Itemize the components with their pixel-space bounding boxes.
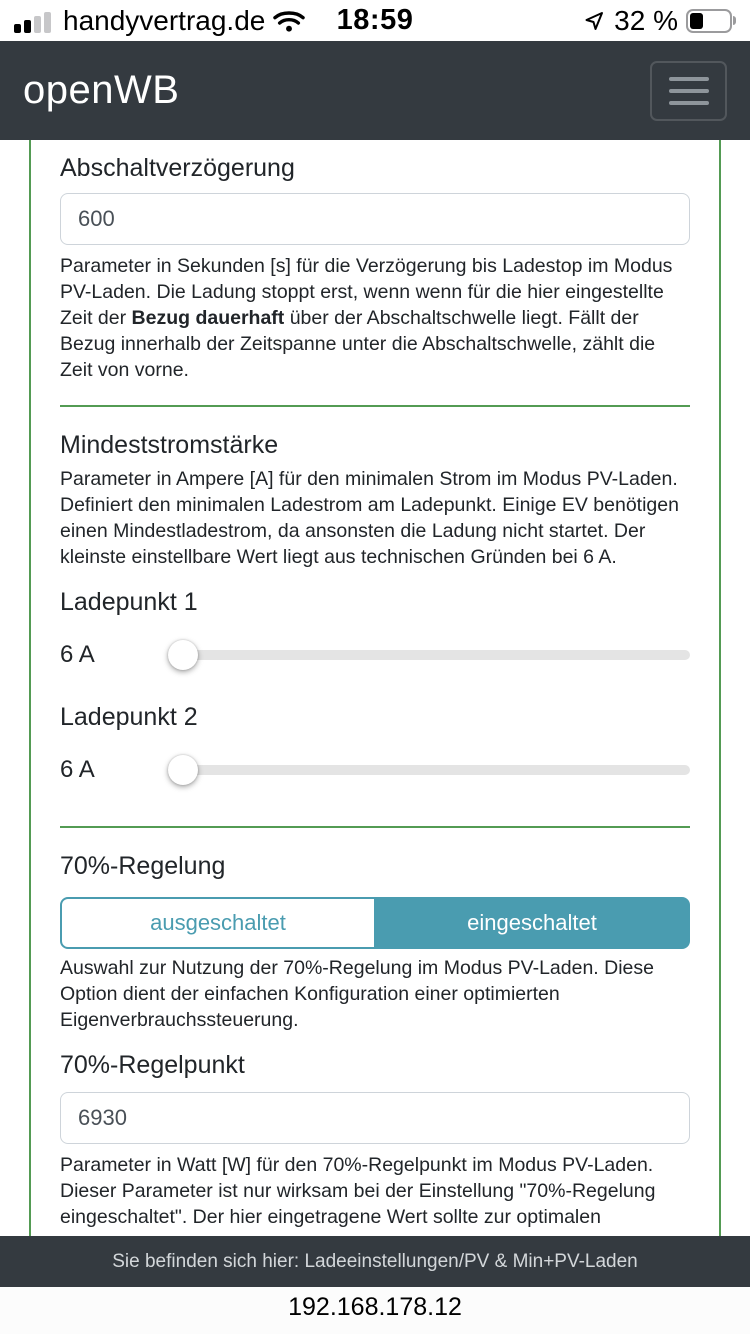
battery-percent-label: 32 % xyxy=(614,4,678,36)
section-title-70-regelpunkt: 70%-Regelpunkt xyxy=(60,1051,245,1079)
breadcrumb-bar xyxy=(0,1236,750,1287)
hamburger-icon xyxy=(669,77,709,81)
section-divider xyxy=(60,405,690,407)
clock-label: 18:59 xyxy=(336,4,414,36)
browser-url-bar[interactable] xyxy=(0,1287,750,1334)
app-header xyxy=(0,41,750,140)
section-title-abschaltverzoegerung: Abschaltverzögerung xyxy=(60,154,295,182)
status-bar xyxy=(0,0,750,41)
toggle-ausgeschaltet-button[interactable]: ausgeschaltet xyxy=(60,897,376,949)
slider-track[interactable] xyxy=(168,650,690,660)
abschaltverzoegerung-input[interactable] xyxy=(60,193,690,245)
ladepunkt1-value: 6 A xyxy=(60,641,95,668)
description-text: Parameter in Sekunden [s] für die Verzögerung bis Ladestop im Modus PV-Laden. Die Ladung stoppt erst, wenn wenn für die hier eingestellte Zeit der xyxy=(60,255,673,329)
location-arrow-icon xyxy=(582,9,606,33)
cellular-signal-icon xyxy=(14,9,51,33)
regelung70-description: Auswahl zur Nutzung der 70%-Regelung im Modus PV-Laden. Diese Option dient der einfachen Konfiguration einer optimierten Eigenverbrauchssteuerung. xyxy=(60,957,654,1031)
settings-content xyxy=(29,140,721,1236)
slider-thumb[interactable] xyxy=(168,755,198,785)
carrier-label: handyvertrag.de xyxy=(63,4,266,36)
ladepunkt1-slider-row xyxy=(60,625,690,685)
regelpunkt70-input[interactable] xyxy=(60,1092,690,1144)
ladepunkt2-current-slider[interactable] xyxy=(168,755,690,785)
section-title-mindeststromstaerke: Mindeststromstärke xyxy=(60,431,279,459)
abschaltverzoegerung-description xyxy=(60,253,690,383)
description-text: über der Abschaltschwelle liegt. Fällt der Bezug innerhalb der Zeitspanne unter die Abschaltschwelle, zählt die Zeit von vorne. xyxy=(60,307,656,381)
ladepunkt2-label: Ladepunkt 2 xyxy=(60,703,198,731)
mindeststromstaerke-description: Parameter in Ampere [A] für den minimalen Strom im Modus PV-Laden. Definiert den minimalen Ladestrom am Ladepunkt. Einige EV benötigen einen Mindestladestrom, da ansonsten die Ladung nicht startet. Der kleinste einstellbare Wert liegt aus technischen Gründen bei 6 A. xyxy=(60,468,679,568)
url-address: 192.168.178.12 xyxy=(288,1293,462,1321)
battery-icon xyxy=(686,9,736,33)
regelpunkt70-description: Parameter in Watt [W] für den 70%-Regelpunkt im Modus PV-Laden. Dieser Parameter ist nur wirksam bei der Einstellung "70%-Regelung eingeschaltet". Der hier eingetragene Wert sollte zur optimalen xyxy=(60,1154,656,1228)
slider-track[interactable] xyxy=(168,765,690,775)
toggle-eingeschaltet-button[interactable]: eingeschaltet xyxy=(376,897,690,949)
ladepunkt1-current-slider[interactable] xyxy=(168,640,690,670)
ladepunkt2-slider-row xyxy=(60,740,690,800)
slider-thumb[interactable] xyxy=(168,640,198,670)
breadcrumb: Sie befinden sich hier: Ladeeinstellungen/PV & Min+PV-Laden xyxy=(112,1250,638,1272)
ladepunkt1-label: Ladepunkt 1 xyxy=(60,588,198,616)
section-title-70-regelung: 70%-Regelung xyxy=(60,852,226,880)
brand-title: openWB xyxy=(23,68,180,112)
hamburger-menu-button[interactable] xyxy=(650,61,727,121)
wifi-icon xyxy=(273,9,305,33)
ladepunkt2-value: 6 A xyxy=(60,756,95,783)
description-bold-text: Bezug dauerhaft xyxy=(131,307,285,329)
regelung70-toggle-group xyxy=(60,897,690,949)
section-divider xyxy=(60,826,690,828)
